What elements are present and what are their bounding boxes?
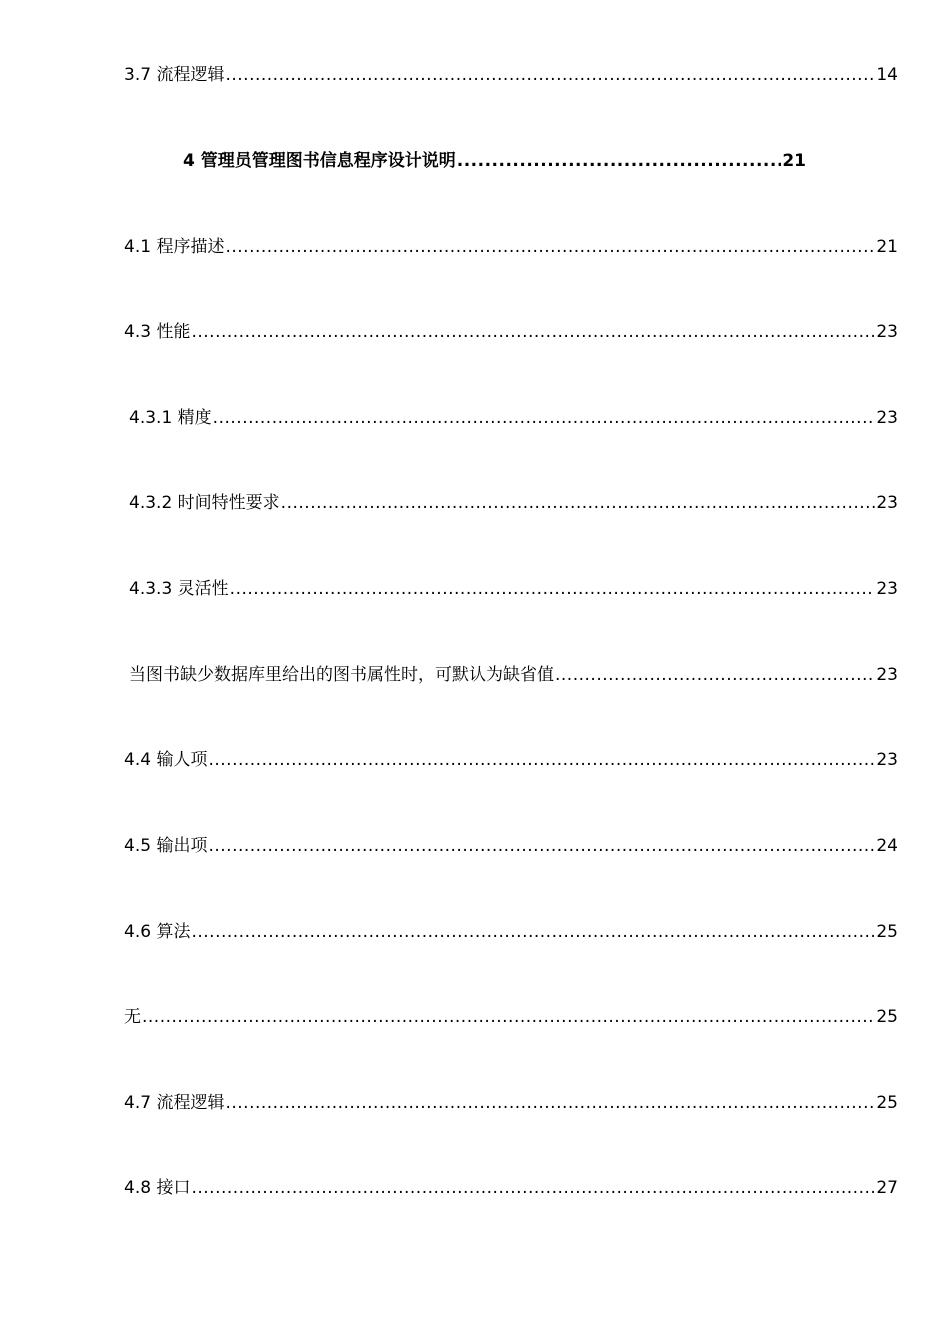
toc-page-number: 23 <box>876 493 898 513</box>
toc-page-number: 21 <box>876 237 898 257</box>
toc-leader-dots <box>281 491 876 515</box>
toc-entry-4-8[interactable] <box>124 1176 898 1200</box>
toc-leader-dots <box>213 406 876 430</box>
toc-entry-4-6[interactable] <box>124 920 898 944</box>
toc-entry-label: 4.3.3 灵活性 <box>129 579 229 599</box>
toc-page-number: 23 <box>876 750 898 770</box>
toc-leader-dots <box>230 577 876 601</box>
toc-entry-label: 4.4 输人项 <box>124 750 208 770</box>
toc-entry-label: 3.7 流程逻辑 <box>124 65 225 85</box>
toc-leader-dots <box>191 920 875 944</box>
toc-page-number: 27 <box>876 1178 898 1198</box>
toc-page-number: 23 <box>876 665 898 685</box>
toc-entry-label: 4.3.2 时间特性要求 <box>129 493 280 513</box>
toc-entry-label: 4.3 性能 <box>124 322 191 342</box>
toc-page-number: 14 <box>876 65 898 85</box>
toc-entry-3-7[interactable] <box>124 63 898 87</box>
toc-entry-4-3[interactable] <box>124 320 898 344</box>
toc-entry-4-3-2[interactable] <box>129 491 898 515</box>
toc-leader-dots <box>191 320 875 344</box>
toc-entry-label: 4.3.1 精度 <box>129 408 212 428</box>
toc-entry-label: 当图书缺少数据库里给出的图书属性时，可默认为缺省值 <box>129 665 554 685</box>
toc-leader-dots <box>457 149 782 173</box>
toc-leader-dots <box>225 235 875 259</box>
toc-page-number: 25 <box>876 1093 898 1113</box>
toc-entry-4-7[interactable] <box>124 1091 898 1115</box>
toc-leader-dots <box>225 1091 875 1115</box>
toc-page-number: 24 <box>876 836 898 856</box>
toc-leader-dots <box>208 748 875 772</box>
toc-leader-dots <box>191 1176 875 1200</box>
toc-entry-label: 4.8 接口 <box>124 1178 191 1198</box>
toc-entry-label: 4.7 流程逻辑 <box>124 1093 225 1113</box>
toc-entry-4-5[interactable] <box>124 834 898 858</box>
toc-entry-4-3-3[interactable] <box>129 577 898 601</box>
toc-entry-default-value-note[interactable] <box>129 663 898 687</box>
toc-page-number: 23 <box>876 408 898 428</box>
toc-entry-chapter-4[interactable] <box>183 149 806 173</box>
toc-entry-4-3-1[interactable] <box>129 406 898 430</box>
toc-page-number: 25 <box>876 1007 898 1027</box>
toc-leader-dots <box>142 1005 875 1029</box>
toc-entry-4-1[interactable] <box>124 235 898 259</box>
toc-entry-4-4[interactable] <box>124 748 898 772</box>
toc-entry-label: 无 <box>124 1007 141 1027</box>
toc-entry-none[interactable] <box>124 1005 898 1029</box>
toc-page-number: 21 <box>782 151 806 171</box>
toc-page-number: 25 <box>876 922 898 942</box>
toc-entry-label: 4 管理员管理图书信息程序设计说明 <box>183 151 456 171</box>
toc-page-number: 23 <box>876 322 898 342</box>
toc-entry-label: 4.6 算法 <box>124 922 191 942</box>
toc-entry-label: 4.5 输出项 <box>124 836 208 856</box>
toc-entry-label: 4.1 程序描述 <box>124 237 225 257</box>
toc-leader-dots <box>555 663 875 687</box>
toc-page-number: 23 <box>876 579 898 599</box>
toc-leader-dots <box>225 63 875 87</box>
toc-leader-dots <box>208 834 875 858</box>
